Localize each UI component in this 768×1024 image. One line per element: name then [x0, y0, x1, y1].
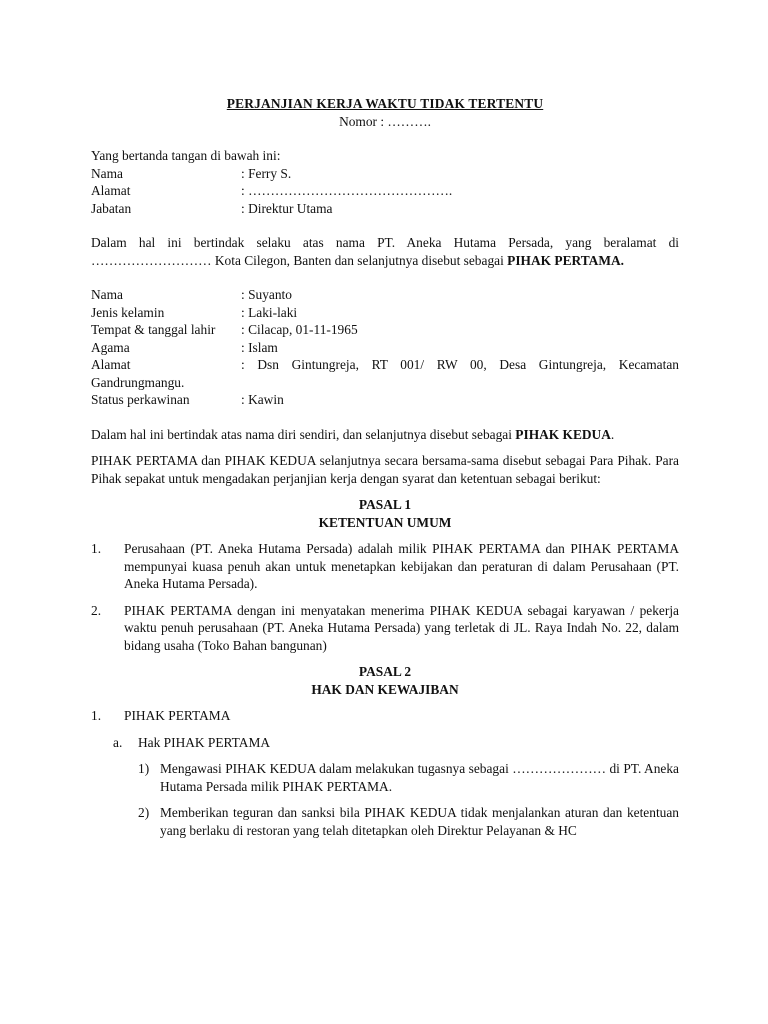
point-text: Memberikan teguran dan sanksi bila PIHAK KEDUA tidak menjalankan aturan dan ketentuan yang berlaku di restoran yang telah ditetapkan oleh Direktur Pelayanan & HC: [160, 805, 679, 838]
field-label: Nama: [91, 165, 123, 181]
field-value: : Islam: [241, 339, 278, 355]
intro-line: Yang bertanda tangan di bawah ini:: [91, 148, 281, 163]
field-value: : Dsn Gintungreja, RT 001/ RW 00, Desa Gintungreja, Kecamatan: [241, 357, 679, 372]
parties-paragraph: PIHAK PERTAMA dan PIHAK KEDUA selanjutnya secara bersama-sama disebut sebagai Para Pihak. Para Pihak sepakat untuk mengadakan perjanjian kerja dengan syarat dan ketentuan sebagai berikut:: [91, 453, 679, 486]
party1-designation: PIHAK PERTAMA.: [507, 252, 624, 268]
item-number: 1.: [91, 708, 102, 723]
pasal2-item: [91, 707, 679, 725]
party1-name-row: [91, 165, 679, 183]
field-value: : ……………………………………….: [241, 183, 453, 198]
pasal2-point: [138, 804, 679, 839]
subitem-letter: a.: [113, 734, 123, 750]
party2-address-row: [91, 356, 679, 374]
party2-gender-row: [91, 304, 679, 322]
party2-name-row: [91, 286, 679, 304]
field-label: Alamat: [91, 183, 131, 198]
field-label: Jabatan: [91, 200, 132, 216]
field-label: Agama: [91, 339, 130, 355]
pasal2-subitem: [113, 734, 679, 752]
document-number: Nomor : ……….: [339, 113, 431, 129]
item-text: Perusahaan (PT. Aneka Hutama Persada) adalah milik PIHAK PERTAMA dan PIHAK PERTAMA mempunyai kuasa penuh akan untuk menetapkan kebijakan dan peraturan di dalam Perusahaan (PT. Aneka Hutama Persada).: [124, 541, 679, 591]
field-label: Nama: [91, 287, 123, 302]
field-value: : Ferry S.: [241, 165, 292, 181]
item-number: 2.: [91, 602, 102, 618]
item-text: PIHAK PERTAMA dengan ini menyatakan menerima PIHAK KEDUA sebagai karyawan / pekerja waktu penuh perusahaan (PT. Aneka Hutama Persada) yang terletak di JL. Raya Indah No. 22, dalam bidang usaha (Toko Bahan bangunan): [124, 602, 679, 653]
subitem-text: Hak PIHAK PERTAMA: [138, 734, 271, 750]
item-number: 1.: [91, 541, 102, 556]
pasal1-item: [91, 602, 679, 655]
party2-description: Dalam hal ini bertindak atas nama diri sendiri, dan selanjutnya disebut sebagai PIHAK KEDUA.: [91, 426, 615, 442]
party1-address-row: [91, 182, 679, 200]
field-label: Jenis kelamin: [91, 304, 165, 320]
point-text: Mengawasi PIHAK KEDUA dalam melakukan tugasnya sebagai ………………… di PT. Aneka Hutama Persada milik PIHAK PERTAMA.: [160, 761, 679, 794]
field-label: Tempat & tanggal lahir: [91, 322, 216, 337]
pasal1-heading: PASAL 1: [358, 497, 412, 512]
point-number: 2): [138, 805, 150, 820]
document-title: PERJANJIAN KERJA WAKTU TIDAK TERTENTU: [226, 96, 544, 111]
party2-birth-row: [91, 321, 679, 339]
party2-religion-row: [91, 339, 679, 357]
field-value: : Laki-laki: [241, 304, 298, 320]
party2-address-continuation: Gandrungmangu.: [91, 374, 185, 390]
field-label: Status perkawinan: [91, 392, 190, 407]
field-value: : Cilacap, 01-11-1965: [241, 322, 358, 337]
field-value: : Suyanto: [241, 287, 292, 302]
pasal1-subheading: KETENTUAN UMUM: [318, 514, 452, 530]
field-value: : Direktur Utama: [241, 200, 333, 216]
party2-marital-row: [91, 391, 679, 409]
pasal2-heading: PASAL 2: [358, 664, 412, 679]
point-number: 1): [138, 761, 150, 776]
pasal1-item: [91, 540, 679, 593]
pasal2-subheading: HAK DAN KEWAJIBAN: [311, 681, 459, 697]
party2-designation: PIHAK KEDUA: [515, 426, 611, 442]
field-label: Alamat: [91, 357, 131, 372]
document-page: [91, 95, 679, 839]
field-value: : Kawin: [241, 392, 284, 407]
party1-position-row: [91, 200, 679, 218]
pasal2-point: [138, 760, 679, 795]
party1-description: Dalam hal ini bertindak selaku atas nama PT. Aneka Hutama Persada, yang beralamat di ……………………… Kota Cilegon, Banten dan selanjutnya disebut sebagai PIHAK PERTAMA.: [91, 235, 679, 268]
item-text: PIHAK PERTAMA: [124, 708, 231, 723]
